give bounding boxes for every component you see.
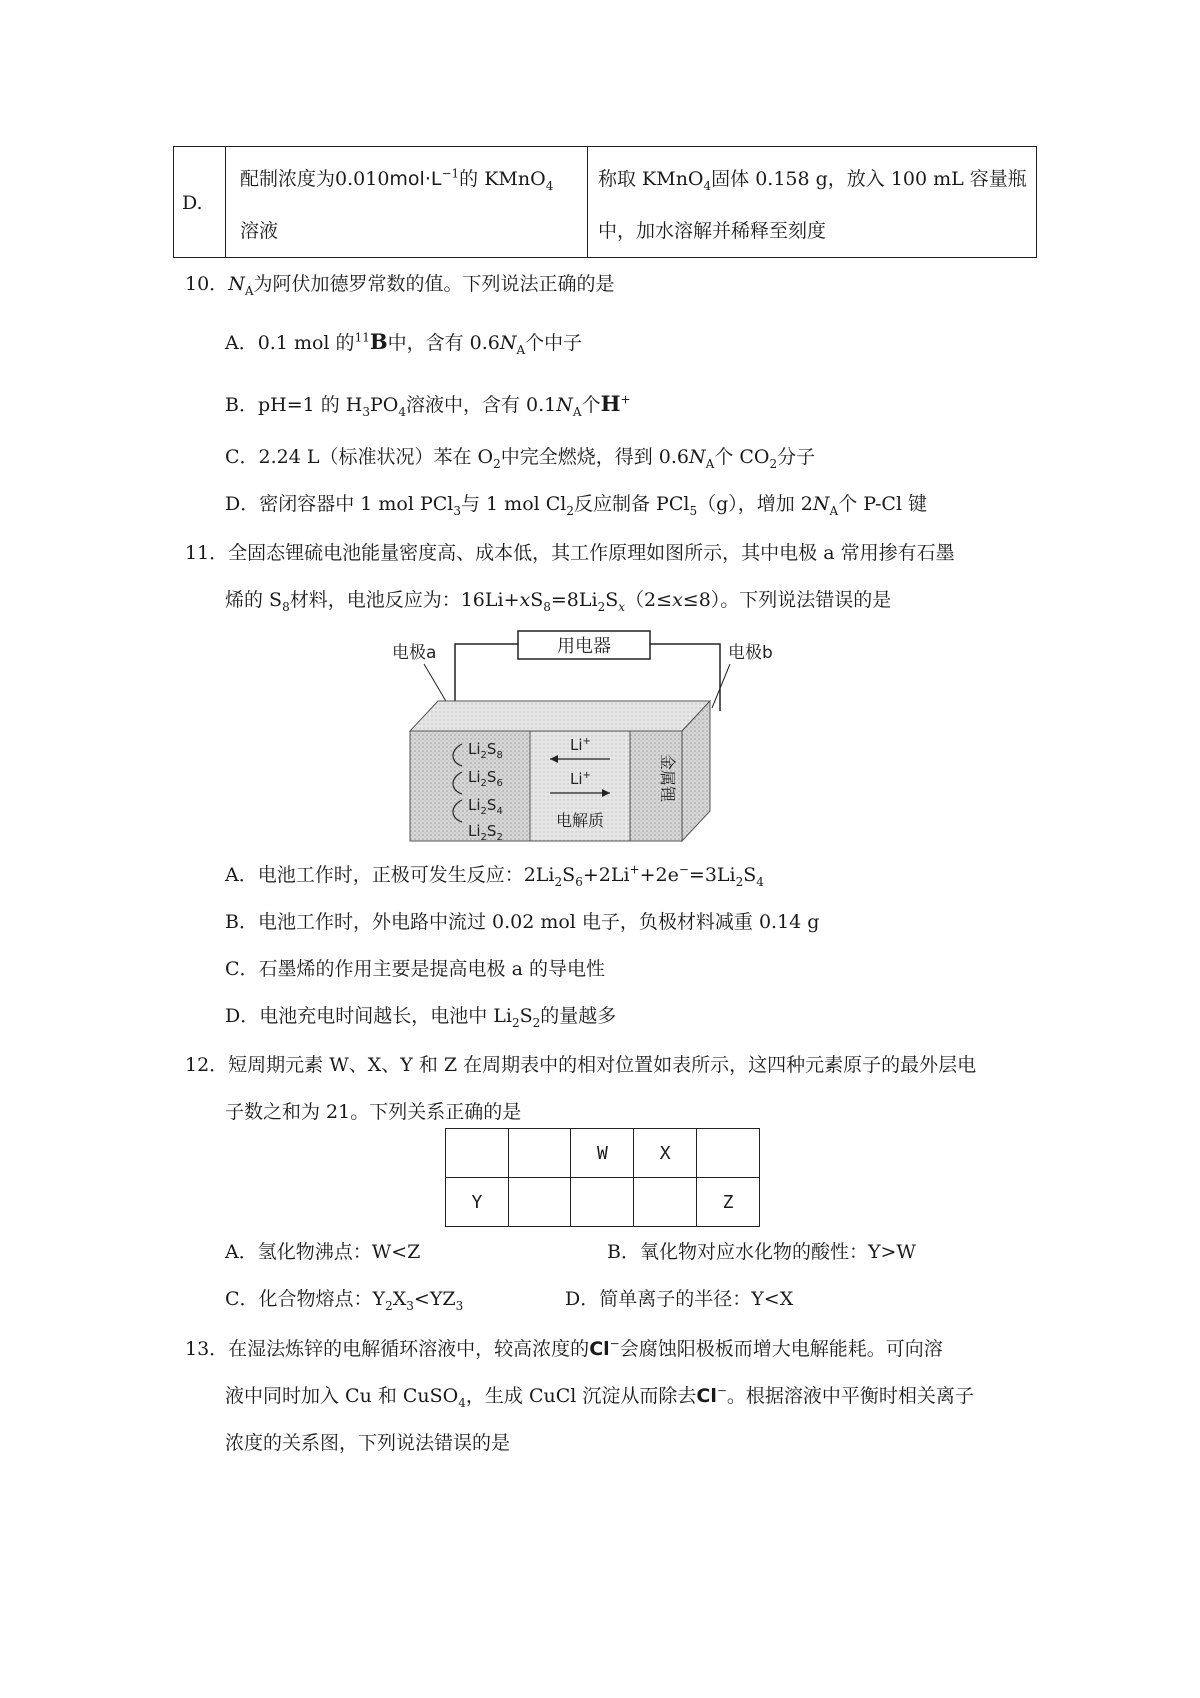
operation-line-1: 称取 KMnO$_4$固体 0.158 g，放入 100 mL 容量瓶: [598, 168, 1027, 193]
q12-stem-line-2: 子数之和为 21。下列关系正确的是: [225, 1101, 522, 1123]
layer-li2s6: $Li_2S_6$: [468, 768, 503, 789]
option-table-row-d: [173, 146, 1037, 258]
q11-option-c: C．石墨烯的作用主要是提高电极 a 的导电性: [225, 958, 605, 980]
grid-cell-w: W: [571, 1129, 634, 1178]
goal-line-1: 配制浓度为$0.010mol\cdot L^{-1}$的 KMnO$_4$: [240, 166, 554, 193]
box-top-face: [410, 701, 710, 731]
q13-stem-line-1: 13．在湿法炼锌的电解循环溶液中，较高浓度的Cl−会腐蚀阳极板而增大电解能耗。可向溶: [185, 1336, 943, 1360]
q12-option-d: D．简单离子的半径：Y<X: [565, 1288, 794, 1310]
q10-option-b: B．pH=1 的 $H_3PO_4$溶液中，含有 $0.1N_A$个H+: [225, 391, 631, 419]
pointer-b: [712, 664, 730, 708]
q13-stem-line-3: 浓度的关系图，下列说法错误的是: [225, 1432, 511, 1454]
battery-diagram: [392, 626, 790, 843]
electrode-b-label: 电极b: [728, 643, 773, 663]
q10-option-c: C．2.24 L（标准状况）苯在 $O_2$中完全燃烧，得到 $0.6N_A$个 $CO_2$分子: [225, 446, 816, 471]
periodic-table-grid: [445, 1128, 760, 1227]
q11-stem-line-2: 烯的 $S_8$材料，电池反应为：$16Li+xS_8=8Li_2S_x(2\le x\le 8)$。下列说法错误的是: [225, 589, 892, 614]
q11-option-d: D．电池充电时间越长，电池中 $Li_2S_2$的量越多: [225, 1005, 617, 1030]
lithium-metal-label: 金属锂: [658, 754, 677, 803]
electrolyte-label: 电解质: [555, 811, 605, 830]
q10-option-d: D．密闭容器中 1 mol PCl$_3$与 1 mol $Cl_2$反应制备 PCl$_5$（g），增加 $2N_A$个 P-Cl 键: [225, 493, 928, 518]
experiment-operation-cell: [588, 147, 1036, 257]
ion-label-bottom: Li+: [570, 770, 591, 788]
grid-row-2: [446, 1178, 760, 1227]
q12-option-b: B．氧化物对应水化物的酸性：Y>W: [607, 1241, 916, 1263]
q12-option-c: C．化合物熔点：$Y_2X_3<YZ_3$: [225, 1288, 464, 1313]
grid-cell: [446, 1129, 509, 1178]
q10-option-a: A．0.1 mol 的$^{11}$B中，含有 $0.6N_A$个中子: [225, 329, 583, 357]
q10-stem: 10．$N_A$为阿伏加德罗常数的值。下列说法正确的是: [185, 273, 615, 298]
electrode-a-label: 电极a: [392, 643, 437, 663]
grid-cell: [571, 1178, 634, 1227]
grid-cell-y: Y: [446, 1178, 509, 1227]
grid-cell-z: Z: [697, 1178, 760, 1227]
grid-cell-x: X: [634, 1129, 697, 1178]
grid-cell: [508, 1178, 571, 1227]
q13-stem-line-2: 液中同时加入 Cu 和 CuSO$_4$，生成 CuCl 沉淀从而除去Cl−。根据溶液中平衡时相关离子: [225, 1383, 974, 1410]
grid-cell: [697, 1129, 760, 1178]
grid-cell: [634, 1178, 697, 1227]
q11-option-a: A．电池工作时，正极可发生反应：$2Li_2S_6+2Li^++2e^-=3Li_2S_4$: [225, 862, 764, 889]
experiment-goal-cell: [226, 147, 588, 257]
q11-stem-line-1: 11．全固态锂硫电池能量密度高、成本低，其工作原理如图所示，其中电极 a 常用掺有石墨: [185, 542, 955, 564]
ion-label-top: Li+: [570, 736, 591, 754]
q12-option-a: A．氢化物沸点：W<Z: [225, 1241, 421, 1263]
operation-line-2: 中，加水溶解并稀释至刻度: [598, 220, 827, 242]
row-label-cell: [174, 147, 226, 257]
device-label: 用电器: [557, 636, 611, 657]
layer-li2s8: $Li_2S_8$: [468, 740, 503, 761]
grid-cell: [508, 1129, 571, 1178]
q11-option-b: B．电池工作时，外电路中流过 0.02 mol 电子，负极材料减重 0.14 g: [225, 911, 820, 933]
row-label: D.: [182, 192, 203, 214]
grid-row-1: [446, 1129, 760, 1178]
goal-line-2: 溶液: [240, 220, 279, 242]
layer-li2s4: $Li_2S_4$: [468, 796, 503, 817]
layer-li2s2: $Li_2S_2$: [468, 822, 503, 843]
q12-stem-line-1: 12．短周期元素 W、X、Y 和 Z 在周期表中的相对位置如表所示，这四种元素原子的最外层电: [185, 1054, 977, 1076]
